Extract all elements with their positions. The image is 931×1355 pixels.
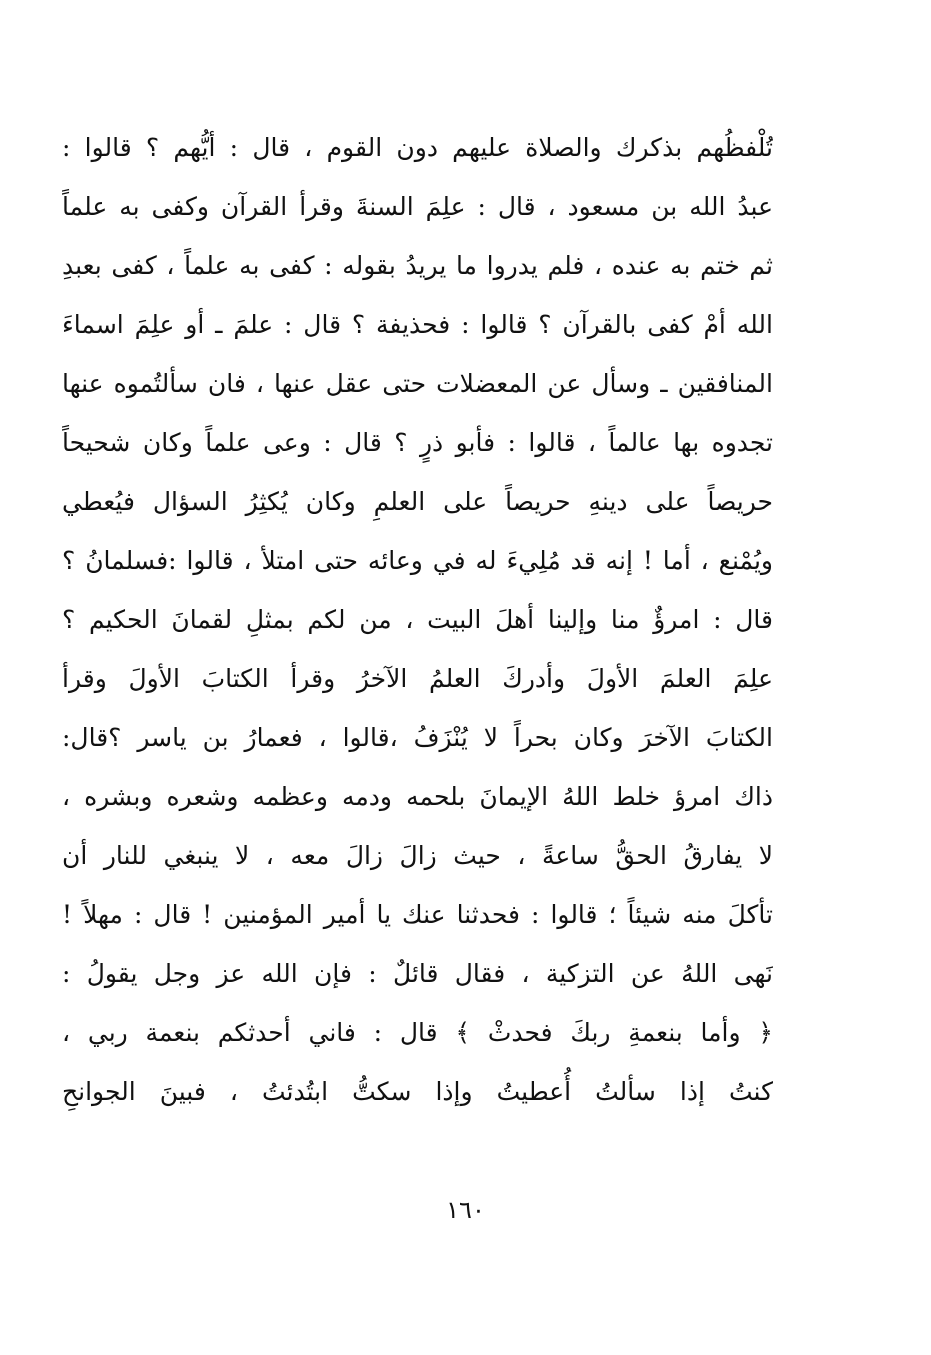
text-line: قال : امرؤٌ منا وإلينا أهلَ البيت ، من لكم بمثلِ لقمانَ الحكيم ؟ [62, 605, 773, 634]
body-text [62, 118, 773, 1121]
text-line: تُلْفظُهم بذكرك والصلاة عليهم دون القوم ، قال : أيُّهم ؟ قالوا : [62, 133, 773, 162]
text-line: ذاك امرؤ خلط اللهُ الإيمانَ بلحمه ودمه وعظمه وشعره وبشره ، [62, 782, 773, 811]
text-line: الكتابَ الآخرَ وكان بحراً لا يُنْزَفُ ،قالوا ، فعمارُ بن ياسر ؟قال: [62, 723, 773, 752]
page-number: ١٦٠ [446, 1196, 485, 1224]
text-line: حريصاً على دينهِ حريصاً على العلمِ وكان يُكثِرُ السؤال فيُعطي [62, 487, 773, 516]
text-line: ﴿ وأما بنعمةِ ربكَ فحدثْ ﴾ قال : فاني أحدثكم بنعمة ربي ، [62, 1018, 773, 1047]
text-line: ثم ختم به عنده ، فلم يدروا ما يريدُ بقوله : كفى به علماً ، كفى بعبدِ [62, 251, 773, 280]
text-line: لا يفارقُ الحقُّ ساعةً ، حيث زالَ زالَ معه ، لا ينبغي للنار أن [62, 841, 773, 870]
text-line: كنتُ إذا سألتُ أُعطيتُ وإذا سكتُّ ابتُدئتُ ، فبينَ الجوانحِ [62, 1077, 773, 1106]
text-line: نَهى اللهُ عن التزكية ، فقال قائلٌ : فإن الله عز وجل يقولُ : [62, 959, 773, 988]
text-line: ويُمْنع ، أما ! إنه قد مُلِيءَ له في وعائه حتى امتلأ ، قالوا :فسلمانُ ؟ [62, 546, 773, 575]
text-line: تأكلَ منه شيئاً ؛ قالوا : فحدثنا عنك يا أمير المؤمنين ! قال : مهلاً ! [62, 900, 773, 929]
text-line: الله أمْ كفى بالقرآن ؟ قالوا : فحذيفة ؟ قال : علمَ ـ أو علِمَ اسماءَ [62, 310, 773, 339]
text-line: علِمَ العلمَ الأولَ وأدركَ العلمُ الآخرُ وقرأ الكتابَ الأولَ وقرأ [62, 664, 773, 693]
text-line: تجدوه بها عالماً ، قالوا : فأبو ذرٍ ؟ قال : وعى علماً وكان شحيحاً [62, 428, 773, 457]
text-line: المنافقين ـ وسأل عن المعضلات حتى عقل عنها ، فان سألتُموه عنها [62, 369, 773, 398]
text-line: عبدُ الله بن مسعود ، قال : علِمَ السنةَ وقرأ القرآن وكفى به علماً [62, 192, 773, 221]
